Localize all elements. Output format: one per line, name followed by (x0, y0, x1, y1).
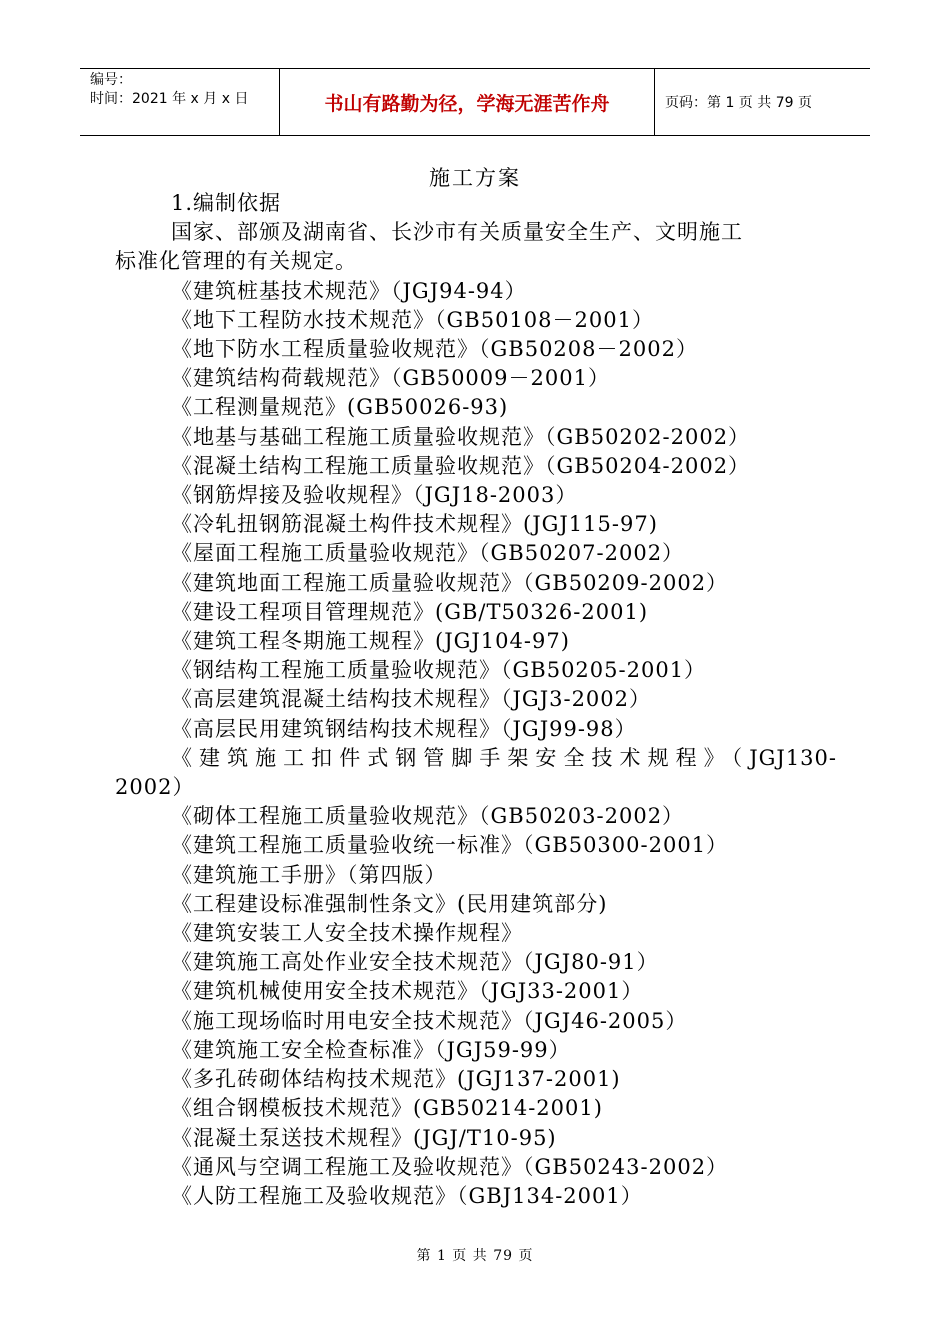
reference-item: 《建筑结构荷载规范》（GB50009－2001） (171, 366, 610, 391)
reference-item: 《建筑工程施工质量验收统一标准》（GB50300-2001） (171, 833, 729, 858)
reference-item: 《钢筋焊接及验收规程》（JGJ18-2003） (171, 483, 578, 508)
reference-item-wrapped-line-2: 2002） (115, 775, 195, 800)
reference-item: 《建筑施工安全检查标准》（JGJ59-99） (171, 1037, 571, 1062)
reference-item: 《建筑桩基技术规范》（JGJ94-94） (171, 278, 527, 303)
section-heading: 1.编制依据 (171, 191, 282, 215)
reference-item: 《工程测量规范》(GB50026-93) (171, 395, 509, 420)
reference-item: 《钢结构工程施工质量验收规范》（GB50205-2001） (171, 658, 707, 683)
reference-item: 《地下工程防水技术规范》（GB50108－2001） (171, 307, 654, 332)
reference-item: 《冷轧扭钢筋混凝土构件技术规程》(JGJ115-97) (171, 512, 658, 537)
reference-item: 《高层民用建筑钢结构技术规程》（JGJ99-98） (171, 716, 637, 741)
reference-item: 《人防工程施工及验收规范》（GBJ134-2001） (171, 1183, 643, 1208)
reference-item: 《多孔砖砌体结构技术规范》(JGJ137-2001) (171, 1067, 621, 1092)
reference-item: 《地下防水工程质量验收规范》（GB50208－2002） (171, 337, 698, 362)
document-title: 施工方案 (429, 166, 521, 190)
reference-item: 《组合钢模板技术规范》(GB50214-2001) (171, 1096, 603, 1121)
reference-item-wrapped-line-1: 《建筑施工扣件式钢管脚手架安全技术规程》（JGJ130- (171, 745, 837, 770)
header-meta (80, 69, 280, 135)
intro-paragraph-line-2: 标准化管理的有关规定。 (115, 249, 357, 274)
page-header (80, 68, 870, 136)
page-footer: 第 1 页 共 79 页 (416, 1248, 534, 1264)
reference-item: 《通风与空调工程施工及验收规范》（GB50243-2002） (171, 1154, 729, 1179)
reference-item: 《屋面工程施工质量验收规范》（GB50207-2002） (171, 541, 685, 566)
header-motto: 书山有路勤为径，学海无涯苦作舟 (280, 69, 655, 135)
reference-item: 《砌体工程施工质量验收规范》（GB50203-2002） (171, 804, 685, 829)
reference-item: 《建设工程项目管理规范》(GB/T50326-2001) (171, 599, 649, 624)
document-number-label: 编号： (90, 72, 132, 88)
reference-item: 《工程建设标准强制性条文》(民用建筑部分) (171, 891, 608, 916)
document-time-label: 时间：2021 年 x 月 x 日 (90, 91, 249, 107)
reference-list (115, 277, 837, 1212)
reference-item: 《建筑安装工人安全技术操作规程》 (171, 921, 523, 946)
reference-item: 《建筑施工手册》（第四版） (171, 862, 447, 887)
reference-item: 《建筑施工高处作业安全技术规范》（JGJ80-91） (171, 950, 659, 975)
reference-item: 《建筑地面工程施工质量验收规范》（GB50209-2002） (171, 570, 729, 595)
reference-item: 《高层建筑混凝土结构技术规程》（JGJ3-2002） (171, 687, 652, 712)
intro-paragraph-line-1: 国家、部颁及湖南省、长沙市有关质量安全生产、文明施工 (171, 220, 743, 245)
reference-item: 《施工现场临时用电安全技术规范》（JGJ46-2005） (171, 1008, 688, 1033)
header-page-number: 页码：第 1 页 共 79 页 (665, 95, 812, 111)
reference-item: 《混凝土泵送技术规程》(JGJ/T10-95) (171, 1125, 557, 1150)
reference-item: 《建筑机械使用安全技术规范》（JGJ33-2001） (171, 979, 644, 1004)
reference-item: 《混凝土结构工程施工质量验收规范》（GB50204-2002） (171, 453, 751, 478)
document-body (115, 189, 837, 1211)
reference-item: 《地基与基础工程施工质量验收规范》（GB50202-2002） (171, 424, 751, 449)
reference-item: 《建筑工程冬期施工规程》(JGJ104-97) (171, 629, 570, 654)
